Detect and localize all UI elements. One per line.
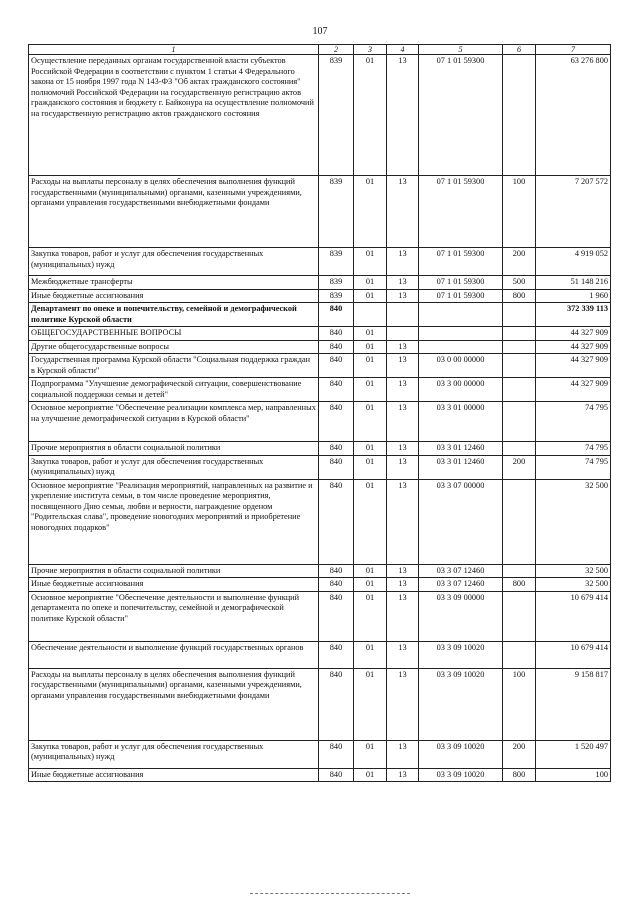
row-expense-type: 200 bbox=[503, 740, 536, 768]
row-section: 01 bbox=[354, 740, 387, 768]
row-target-article bbox=[419, 303, 503, 327]
row-subsection: 13 bbox=[387, 641, 419, 668]
row-target-article: 03 3 09 10020 bbox=[419, 668, 503, 740]
row-grbs: 839 bbox=[319, 176, 354, 248]
row-name: Закупка товаров, работ и услуг для обеспечения государственных (муниципальных) нужд bbox=[29, 248, 319, 276]
row-name: Обеспечение деятельности и выполнение функций государственных органов bbox=[29, 641, 319, 668]
row-section: 01 bbox=[354, 442, 387, 456]
row-grbs: 840 bbox=[319, 378, 354, 402]
row-target-article: 03 3 01 00000 bbox=[419, 402, 503, 442]
row-subsection: 13 bbox=[387, 378, 419, 402]
row-expense-type: 100 bbox=[503, 176, 536, 248]
row-grbs: 839 bbox=[319, 248, 354, 276]
row-expense-type bbox=[503, 340, 536, 354]
column-header-6: 6 bbox=[503, 45, 536, 55]
table-row bbox=[29, 578, 611, 592]
row-expense-type bbox=[503, 354, 536, 378]
row-subsection: 13 bbox=[387, 248, 419, 276]
row-subsection: 13 bbox=[387, 768, 419, 782]
row-section: 01 bbox=[354, 276, 387, 290]
row-target-article: 03 0 00 00000 bbox=[419, 354, 503, 378]
row-name: Подпрограмма "Улучшение демографической ситуации, совершенствование социальной поддержки семьи и детей" bbox=[29, 378, 319, 402]
row-subsection: 13 bbox=[387, 479, 419, 564]
row-expense-type: 100 bbox=[503, 668, 536, 740]
row-target-article: 03 3 09 10020 bbox=[419, 740, 503, 768]
row-section: 01 bbox=[354, 668, 387, 740]
row-grbs: 840 bbox=[319, 402, 354, 442]
row-expense-type: 500 bbox=[503, 276, 536, 290]
table-row bbox=[29, 289, 611, 303]
row-section: 01 bbox=[354, 327, 387, 341]
table-row bbox=[29, 303, 611, 327]
row-grbs: 840 bbox=[319, 442, 354, 456]
row-sum: 44 327 909 bbox=[536, 354, 611, 378]
row-grbs: 840 bbox=[319, 740, 354, 768]
row-grbs: 840 bbox=[319, 564, 354, 578]
row-sum: 4 919 052 bbox=[536, 248, 611, 276]
row-sum: 32 500 bbox=[536, 578, 611, 592]
row-sum: 32 500 bbox=[536, 564, 611, 578]
row-grbs: 840 bbox=[319, 354, 354, 378]
row-target-article bbox=[419, 327, 503, 341]
row-section: 01 bbox=[354, 354, 387, 378]
row-target-article: 03 3 00 00000 bbox=[419, 378, 503, 402]
row-sum: 63 276 800 bbox=[536, 55, 611, 176]
table-row bbox=[29, 55, 611, 176]
table-row bbox=[29, 479, 611, 564]
row-expense-type: 800 bbox=[503, 768, 536, 782]
row-target-article bbox=[419, 340, 503, 354]
row-expense-type: 200 bbox=[503, 248, 536, 276]
row-grbs: 840 bbox=[319, 578, 354, 592]
row-grbs: 840 bbox=[319, 768, 354, 782]
row-section bbox=[354, 303, 387, 327]
row-subsection: 13 bbox=[387, 564, 419, 578]
row-sum: 1 960 bbox=[536, 289, 611, 303]
row-sum: 74 795 bbox=[536, 455, 611, 479]
budget-table bbox=[28, 44, 611, 782]
table-row bbox=[29, 248, 611, 276]
row-sum: 1 520 497 bbox=[536, 740, 611, 768]
table-row bbox=[29, 768, 611, 782]
row-subsection: 13 bbox=[387, 289, 419, 303]
row-section: 01 bbox=[354, 289, 387, 303]
row-section: 01 bbox=[354, 402, 387, 442]
row-grbs: 840 bbox=[319, 641, 354, 668]
table-row bbox=[29, 442, 611, 456]
row-target-article: 03 3 09 10020 bbox=[419, 768, 503, 782]
row-expense-type bbox=[503, 327, 536, 341]
row-name: Иные бюджетные ассигнования bbox=[29, 768, 319, 782]
row-expense-type bbox=[503, 564, 536, 578]
row-subsection: 13 bbox=[387, 402, 419, 442]
row-sum: 372 339 113 bbox=[536, 303, 611, 327]
table-row bbox=[29, 740, 611, 768]
row-section: 01 bbox=[354, 641, 387, 668]
row-name: Основное мероприятие "Обеспечение реализации комплекса мер, направленных на улучшение демографической ситуации в Курской области" bbox=[29, 402, 319, 442]
row-sum: 74 795 bbox=[536, 402, 611, 442]
row-name: Расходы на выплаты персоналу в целях обеспечения выполнения функций государственными (муниципальными) органами, казенными учреждениями, органами управления государственными внебюджетными фондами bbox=[29, 176, 319, 248]
row-section: 01 bbox=[354, 768, 387, 782]
row-section: 01 bbox=[354, 564, 387, 578]
row-section: 01 bbox=[354, 378, 387, 402]
row-target-article: 03 3 01 12460 bbox=[419, 442, 503, 456]
row-target-article: 07 1 01 59300 bbox=[419, 248, 503, 276]
row-name: Закупка товаров, работ и услуг для обеспечения государственных (муниципальных) нужд bbox=[29, 455, 319, 479]
row-subsection: 13 bbox=[387, 340, 419, 354]
row-sum: 44 327 909 bbox=[536, 340, 611, 354]
table-row bbox=[29, 641, 611, 668]
row-subsection: 13 bbox=[387, 740, 419, 768]
row-subsection: 13 bbox=[387, 55, 419, 176]
row-target-article: 03 3 09 10020 bbox=[419, 641, 503, 668]
row-grbs: 840 bbox=[319, 455, 354, 479]
row-subsection: 13 bbox=[387, 442, 419, 456]
row-name: Основное мероприятие "Обеспечение деятельности и выполнение функций департамента по опеке и попечительству, семейной и демографической политике Курской области" bbox=[29, 591, 319, 641]
row-subsection bbox=[387, 327, 419, 341]
table-row bbox=[29, 564, 611, 578]
row-target-article: 07 1 01 59300 bbox=[419, 176, 503, 248]
row-name: Закупка товаров, работ и услуг для обеспечения государственных (муниципальных) нужд bbox=[29, 740, 319, 768]
column-header-5: 5 bbox=[419, 45, 503, 55]
column-header-2: 2 bbox=[319, 45, 354, 55]
row-grbs: 839 bbox=[319, 55, 354, 176]
row-expense-type: 800 bbox=[503, 289, 536, 303]
row-section: 01 bbox=[354, 578, 387, 592]
table-row bbox=[29, 402, 611, 442]
page-number: 107 bbox=[312, 26, 328, 37]
row-section: 01 bbox=[354, 455, 387, 479]
row-subsection bbox=[387, 303, 419, 327]
row-sum: 74 795 bbox=[536, 442, 611, 456]
row-target-article: 03 3 07 00000 bbox=[419, 479, 503, 564]
row-grbs: 840 bbox=[319, 303, 354, 327]
row-subsection: 13 bbox=[387, 455, 419, 479]
row-expense-type: 800 bbox=[503, 578, 536, 592]
row-grbs: 839 bbox=[319, 289, 354, 303]
row-name: Другие общегосударственные вопросы bbox=[29, 340, 319, 354]
row-target-article: 07 1 01 59300 bbox=[419, 276, 503, 290]
row-expense-type bbox=[503, 442, 536, 456]
column-header-7: 7 bbox=[536, 45, 611, 55]
row-name: Государственная программа Курской области "Социальная поддержка граждан в Курской области" bbox=[29, 354, 319, 378]
row-name: Основное мероприятие "Реализация мероприятий, направленных на развитие и укрепление института семьи, в том числе проведение мероприятия, посвященного Дню семьи, любви и верности, награждение орденом "Родительская слава", проведение новогодних мероприятий и приобретение новогодних подарков" bbox=[29, 479, 319, 564]
row-expense-type bbox=[503, 55, 536, 176]
row-sum: 10 679 414 bbox=[536, 591, 611, 641]
column-header-3: 3 bbox=[354, 45, 387, 55]
column-header-4: 4 bbox=[387, 45, 419, 55]
row-expense-type bbox=[503, 402, 536, 442]
row-sum: 9 158 817 bbox=[536, 668, 611, 740]
row-name: Межбюджетные трансферты bbox=[29, 276, 319, 290]
row-section: 01 bbox=[354, 340, 387, 354]
table-row bbox=[29, 591, 611, 641]
row-sum: 100 bbox=[536, 768, 611, 782]
row-grbs: 840 bbox=[319, 591, 354, 641]
row-subsection: 13 bbox=[387, 578, 419, 592]
row-expense-type bbox=[503, 641, 536, 668]
row-section: 01 bbox=[354, 176, 387, 248]
row-name: ОБЩЕГОСУДАРСТВЕННЫЕ ВОПРОСЫ bbox=[29, 327, 319, 341]
row-name: Осуществление переданных органам государственной власти субъектов Российской Федерации в соответствии с пунктом 1 статьи 4 Федерального закона от 15 ноября 1997 года N 143-ФЗ "Об актах гражданского состояния" полномочий Российской Федерации на государственную регистрацию актов гражданского состояния и бюджету г. Байконура на осуществление полномочий на государственную регистрацию актов гражданского состояния bbox=[29, 55, 319, 176]
row-name: Иные бюджетные ассигнования bbox=[29, 578, 319, 592]
row-expense-type bbox=[503, 303, 536, 327]
row-sum: 44 327 909 bbox=[536, 327, 611, 341]
row-expense-type bbox=[503, 378, 536, 402]
table-row bbox=[29, 176, 611, 248]
table-row bbox=[29, 668, 611, 740]
row-sum: 7 207 572 bbox=[536, 176, 611, 248]
row-name: Прочие мероприятия в области социальной политики bbox=[29, 564, 319, 578]
row-target-article: 07 1 01 59300 bbox=[419, 289, 503, 303]
row-sum: 10 679 414 bbox=[536, 641, 611, 668]
row-expense-type bbox=[503, 479, 536, 564]
row-section: 01 bbox=[354, 55, 387, 176]
row-grbs: 840 bbox=[319, 479, 354, 564]
row-sum: 44 327 909 bbox=[536, 378, 611, 402]
row-section: 01 bbox=[354, 591, 387, 641]
row-target-article: 03 3 07 12460 bbox=[419, 578, 503, 592]
scan-edge-mark bbox=[250, 893, 410, 896]
column-number-row bbox=[29, 45, 611, 55]
table-row bbox=[29, 276, 611, 290]
row-sum: 32 500 bbox=[536, 479, 611, 564]
row-name: Прочие мероприятия в области социальной политики bbox=[29, 442, 319, 456]
row-target-article: 03 3 01 12460 bbox=[419, 455, 503, 479]
row-target-article: 07 1 01 59300 bbox=[419, 55, 503, 176]
column-header-1: 1 bbox=[29, 45, 319, 55]
row-subsection: 13 bbox=[387, 176, 419, 248]
row-expense-type bbox=[503, 591, 536, 641]
row-grbs: 839 bbox=[319, 276, 354, 290]
row-grbs: 840 bbox=[319, 327, 354, 341]
table-row bbox=[29, 354, 611, 378]
row-subsection: 13 bbox=[387, 591, 419, 641]
row-expense-type: 200 bbox=[503, 455, 536, 479]
row-subsection: 13 bbox=[387, 354, 419, 378]
row-grbs: 840 bbox=[319, 340, 354, 354]
table-row bbox=[29, 327, 611, 341]
row-subsection: 13 bbox=[387, 668, 419, 740]
row-target-article: 03 3 09 00000 bbox=[419, 591, 503, 641]
row-name: Расходы на выплаты персоналу в целях обеспечения выполнения функций государственными (муниципальными) органами, казенными учреждениями, органами управления государственными внебюджетными фондами bbox=[29, 668, 319, 740]
table-row bbox=[29, 455, 611, 479]
row-name: Департамент по опеке и попечительству, семейной и демографической политике Курской области bbox=[29, 303, 319, 327]
row-sum: 51 148 216 bbox=[536, 276, 611, 290]
row-grbs: 840 bbox=[319, 668, 354, 740]
row-name: Иные бюджетные ассигнования bbox=[29, 289, 319, 303]
row-section: 01 bbox=[354, 479, 387, 564]
row-target-article: 03 3 07 12460 bbox=[419, 564, 503, 578]
row-section: 01 bbox=[354, 248, 387, 276]
table-row bbox=[29, 378, 611, 402]
table-row bbox=[29, 340, 611, 354]
row-subsection: 13 bbox=[387, 276, 419, 290]
